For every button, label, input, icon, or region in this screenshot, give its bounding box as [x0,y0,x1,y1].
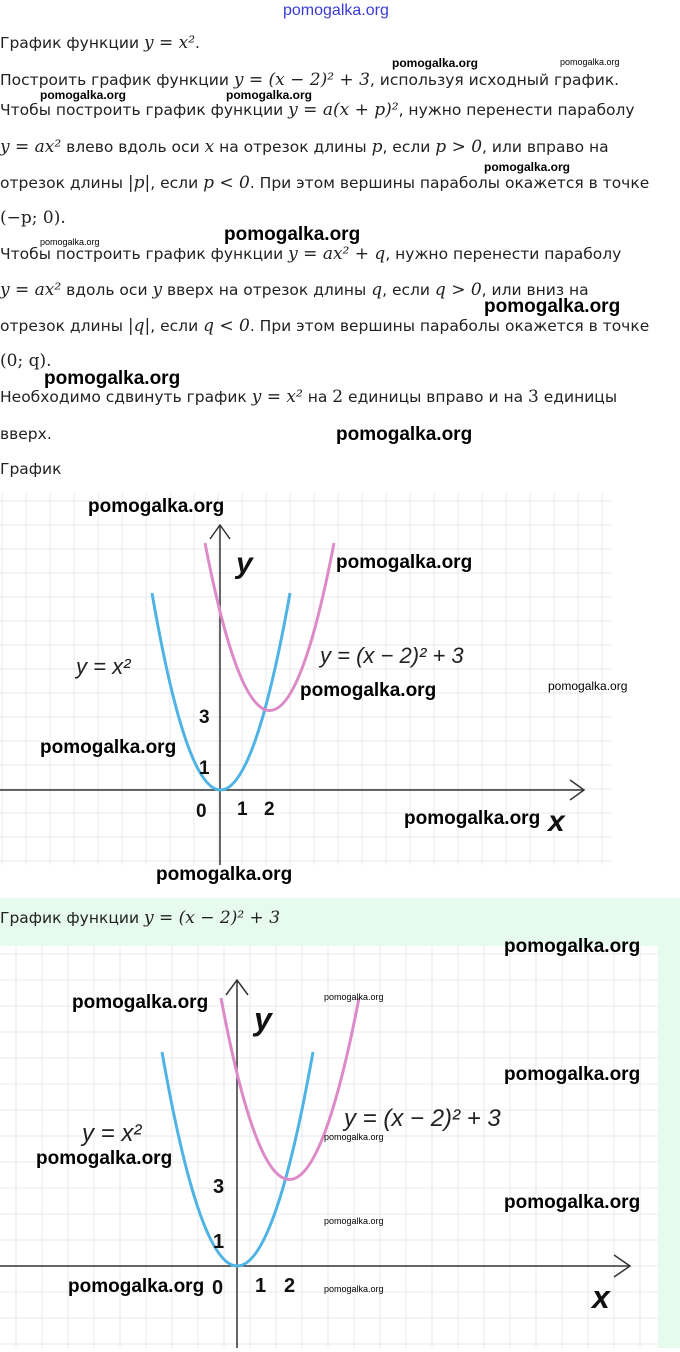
math: y = ax² [0,137,62,157]
math: 2 [332,387,344,407]
text: График функции [0,909,144,927]
x-axis-label: x [592,1279,610,1315]
y-tick-1: 1 [199,758,210,779]
math: y = x² [251,387,303,407]
text: на [302,388,333,406]
text: вдоль оси [61,281,153,299]
math: p < 0 [203,173,250,193]
watermark: pomogalka.org [560,57,620,67]
math: y = a(x + p)² [288,100,399,120]
text: отрезок длины [0,317,128,335]
line-2 [0,70,619,90]
line-13: График [0,460,62,478]
text: График функции [0,34,144,52]
curve1-label: y = x² [82,1120,142,1147]
parabola-y-x2 [152,593,290,790]
watermark: pomogalka.org [504,1192,641,1213]
line-4 [0,137,609,157]
text: , или вправо на [482,138,609,156]
line-11 [0,387,617,407]
watermark: pomogalka.org [324,1284,384,1294]
math: y = ax² + q [288,244,386,264]
text: единицы вправо и на [343,388,529,406]
watermark: pomogalka.org [68,1276,205,1297]
text: , если [382,138,436,156]
y-tick-1: 1 [213,1231,225,1253]
text: единицы [538,388,618,406]
watermark: pomogalka.org [40,737,177,758]
math: (0; q). [0,351,52,371]
curve1-label: y = x² [76,654,131,679]
watermark: pomogalka.org [504,1064,641,1085]
line-6 [0,208,66,228]
text: , используя исходный график. [369,71,620,89]
text: Чтобы построить график функции [0,101,289,119]
math: y = (x − 2)² + 3 [233,70,370,90]
origin-label: 0 [212,1277,224,1299]
watermark: pomogalka.org [336,552,473,573]
text: вверх на отрезок длины [162,281,372,299]
math: x [204,137,215,157]
text: . При этом вершины параболы окажется в точке [249,174,650,192]
x-tick-2: 2 [264,799,275,820]
math: q > 0 [434,280,482,300]
watermark: pomogalka.org [156,864,293,885]
text: влево вдоль оси [61,138,205,156]
math: |q| [127,316,151,336]
curve2-label: y = (x − 2)² + 3 [320,643,464,668]
text: Построить график функции [0,71,234,89]
text: отрезок длины [0,174,128,192]
text: Необходимо сдвинуть график [0,388,252,406]
x-axis-label: x [548,805,565,838]
watermark: pomogalka.org [40,237,100,247]
text: , если [150,317,204,335]
line-7 [0,244,621,264]
text: на отрезок длины [214,138,372,156]
math: y = ax² [0,280,62,300]
curve2-label: y = (x − 2)² + 3 [344,1105,501,1132]
watermark: pomogalka.org [224,224,361,245]
origin-label: 0 [196,801,207,822]
math: |p| [127,173,151,193]
math: p > 0 [435,137,483,157]
watermark: pomogalka.org [504,936,641,957]
y-axis-label: y [236,547,253,580]
watermark: pomogalka.org [336,424,473,445]
line-3 [0,100,635,120]
watermark: pomogalka.org [72,992,209,1013]
line-9 [0,316,649,336]
line-5 [0,173,649,193]
watermark: pomogalka.org [40,88,127,102]
math: 3 [528,387,539,407]
y-axis-label: y [254,1001,272,1037]
math: y [152,280,163,300]
watermark: pomogalka.org [548,679,628,693]
y-tick-3: 3 [213,1176,225,1198]
math: p [371,137,383,157]
math: y = x² [143,33,196,53]
text: , нужно перенести параболу [385,245,622,263]
text: , если [382,281,435,299]
line-1 [0,33,200,53]
text: , или вниз на [481,281,589,299]
text: Чтобы построить график функции [0,245,289,263]
watermark: pomogalka.org [36,1148,173,1169]
watermark: pomogalka.org [484,296,621,317]
watermark: pomogalka.org [324,1132,384,1142]
watermark: pomogalka.org [392,56,479,70]
watermark: pomogalka.org [300,680,437,701]
answer-heading [0,908,280,928]
watermark: pomogalka.org [324,992,384,1002]
x-tick-1: 1 [255,1275,267,1297]
site-header-watermark[interactable]: pomogalka.org [283,2,389,19]
text: , если [150,174,204,192]
watermark: pomogalka.org [324,1216,384,1226]
line-12: вверх. [0,425,52,443]
math: q < 0 [203,316,250,336]
y-tick-3: 3 [199,707,210,728]
text: , нужно перенести параболу [398,101,635,119]
watermark: pomogalka.org [88,496,225,517]
math: q [371,280,383,300]
text: . [195,34,200,52]
math: (−p; 0). [0,208,66,228]
watermark: pomogalka.org [44,368,181,389]
watermark: pomogalka.org [404,808,541,829]
x-tick-1: 1 [237,799,248,820]
math: y = (x − 2)² + 3 [143,908,281,928]
watermark: pomogalka.org [226,88,313,102]
x-tick-2: 2 [284,1275,296,1297]
watermark: pomogalka.org [484,160,571,174]
text: . При этом вершины параболы окажется в точке [249,317,650,335]
